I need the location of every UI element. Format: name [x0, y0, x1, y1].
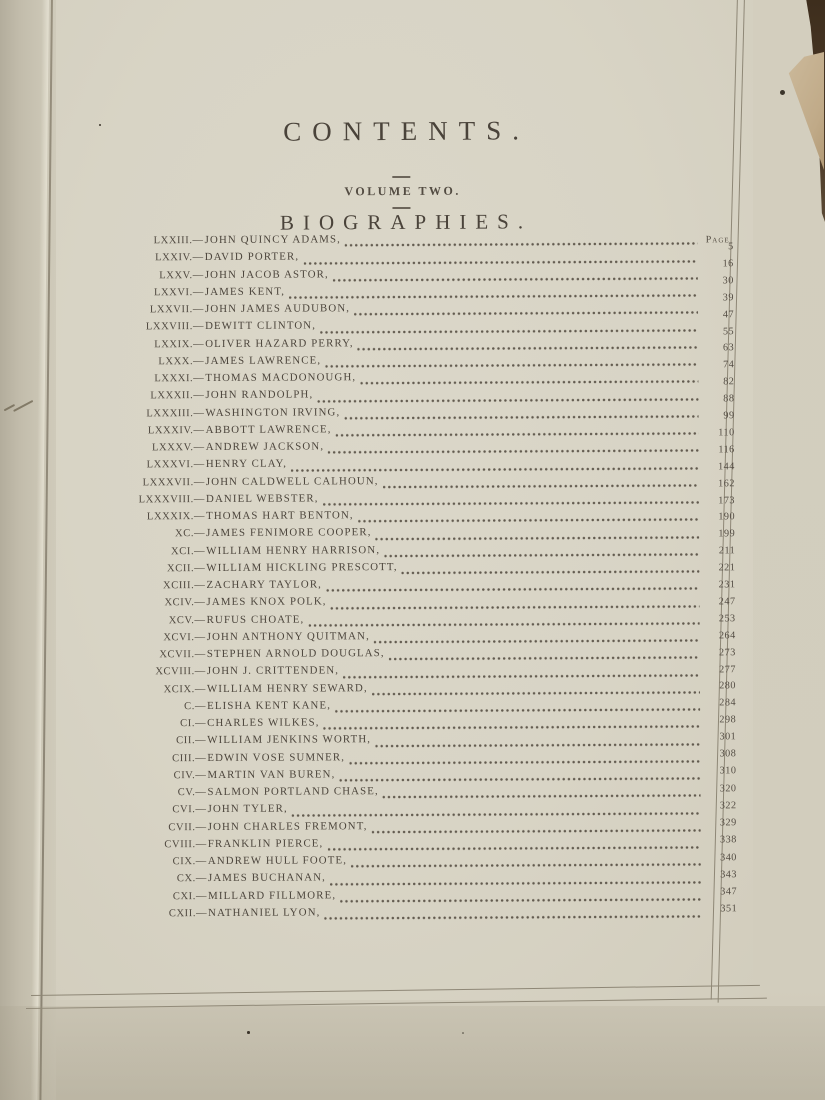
dotted-leader	[358, 518, 699, 524]
printed-content	[50, 0, 755, 1002]
dotted-leader	[327, 845, 700, 851]
dotted-leader	[331, 604, 700, 610]
dotted-leader	[402, 569, 700, 575]
dotted-leader	[384, 552, 699, 558]
dotted-leader	[325, 914, 702, 920]
dotted-leader	[340, 897, 701, 903]
entry-name: NATHANIEL LYON,	[208, 906, 321, 919]
entry-numeral: CIII.—	[172, 752, 207, 764]
entry-name: FRANKLIN PIERCE,	[207, 837, 324, 850]
dotted-leader	[317, 397, 698, 403]
dotted-leader	[330, 880, 701, 886]
entry-name: WASHINGTON IRVING,	[205, 405, 341, 419]
entry-numeral: CV.—	[177, 787, 207, 799]
entry-page-number: 298	[719, 714, 737, 726]
dotted-leader	[358, 345, 699, 351]
dotted-leader	[383, 483, 699, 489]
entry-name: ZACHARY TAYLOR,	[206, 578, 323, 592]
entry-name: JOHN CALDWELL CALHOUN,	[205, 474, 379, 488]
entry-numeral: XCI.—	[171, 545, 206, 557]
entry-page-number: 253	[718, 613, 736, 625]
entry-page-number: 199	[718, 528, 736, 540]
dotted-leader	[389, 656, 700, 662]
dotted-leader	[339, 776, 700, 782]
dotted-leader	[328, 449, 699, 455]
dotted-leader	[333, 276, 698, 282]
entry-numeral: LXXXIII.—	[146, 407, 205, 419]
dotted-leader	[372, 828, 701, 834]
entry-name: JOHN QUINCY ADAMS,	[204, 233, 342, 247]
entry-page-number: 247	[718, 596, 736, 608]
entry-page-number: 322	[719, 800, 737, 812]
entry-page-number: 190	[718, 511, 736, 523]
entry-name: RUFUS CHOATE,	[206, 613, 305, 626]
entry-numeral: LXXXVII.—	[142, 476, 205, 488]
entry-name: THOMAS MACDONOUGH,	[205, 371, 357, 385]
entry-page-number: 5	[728, 241, 734, 253]
entry-page-number: 308	[719, 748, 737, 760]
bottom-stack-shading	[0, 1006, 825, 1100]
dotted-leader	[374, 638, 700, 644]
entry-name: EDWIN VOSE SUMNER,	[207, 750, 346, 764]
entry-numeral: LXXXI.—	[154, 373, 205, 385]
entry-page-number: 329	[719, 817, 737, 829]
entry-name: WILLIAM HICKLING PRESCOTT,	[206, 560, 398, 574]
entry-page-number: 88	[723, 393, 735, 405]
entry-page-number: 277	[719, 663, 736, 675]
entry-page-number: 280	[719, 680, 737, 692]
entry-numeral: CI.—	[180, 718, 207, 730]
entry-numeral: XCIII.—	[163, 580, 206, 592]
toc-entry-row	[95, 904, 737, 925]
entry-page-number: 39	[722, 291, 734, 304]
entry-numeral: LXXVIII.—	[145, 321, 205, 333]
entry-name: SALMON PORTLAND CHASE,	[207, 785, 379, 799]
dotted-leader	[376, 535, 700, 541]
dotted-leader	[320, 328, 698, 334]
dotted-leader	[323, 500, 699, 506]
entry-name: JAMES KNOX POLK,	[206, 595, 327, 609]
entry-numeral: CVII.—	[168, 821, 207, 833]
dotted-leader	[372, 690, 700, 696]
entry-numeral: LXXVII.—	[149, 304, 205, 316]
entry-page-number: 211	[718, 545, 736, 557]
entry-page-number: 264	[718, 629, 736, 642]
entry-page-number: 173	[718, 494, 736, 506]
dotted-leader	[343, 673, 700, 679]
entry-name: OLIVER HAZARD PERRY,	[205, 336, 354, 350]
entry-name: JOHN CHARLES FREMONT,	[207, 819, 368, 833]
dotted-leader	[324, 725, 701, 731]
entry-numeral: LXXXVIII.—	[138, 493, 206, 506]
entry-name: HENRY CLAY,	[205, 457, 288, 471]
entry-name: DAVID PORTER,	[204, 250, 300, 264]
section-heading: BIOGRAPHIES.	[279, 209, 533, 235]
dotted-leader	[325, 362, 698, 368]
entry-page-number: 55	[722, 325, 735, 337]
entry-page-number: 144	[718, 460, 735, 473]
entry-page-number: 110	[718, 427, 735, 439]
entry-name: JOHN JAMES AUDUBON,	[204, 302, 351, 316]
entry-name: JOHN RANDOLPH,	[205, 388, 314, 402]
entry-numeral: LXXXII.—	[150, 390, 205, 402]
entry-name: JOHN TYLER,	[207, 802, 288, 816]
page-column-header: Page	[705, 234, 730, 246]
entry-name: JAMES LAWRENCE,	[205, 354, 322, 367]
entry-name: ELISHA KENT KANE,	[207, 699, 332, 712]
entry-page-number: 351	[720, 903, 738, 915]
ornament-rule	[392, 207, 410, 209]
dotted-leader	[351, 863, 701, 869]
entry-numeral: LXXX.—	[158, 355, 205, 368]
entry-numeral: LXXXIV.—	[147, 424, 205, 437]
left-page-stack-edge	[0, 0, 56, 1100]
entry-name: WILLIAM JENKINS WORTH,	[207, 733, 372, 747]
dotted-leader	[344, 414, 698, 420]
entry-numeral: XCVI.—	[163, 631, 206, 644]
entry-name: MILLARD FILLMORE,	[208, 888, 337, 902]
entry-page-number: 231	[718, 579, 736, 591]
entry-page-number: 338	[719, 834, 737, 846]
entry-numeral: XC.—	[175, 528, 206, 540]
entry-numeral: LXXVI.—	[153, 286, 204, 299]
entry-numeral: LXXIV.—	[155, 252, 204, 264]
entry-numeral: LXXXVI.—	[146, 459, 205, 471]
dotted-leader	[303, 259, 698, 265]
entry-page-number: 162	[718, 477, 735, 489]
entry-page-number: 221	[718, 562, 736, 574]
entry-numeral: XCVIII.—	[155, 666, 206, 678]
entry-numeral: CII.—	[176, 735, 207, 747]
entry-name: JOHN ANTHONY QUITMAN,	[206, 629, 370, 643]
entry-name: DEWITT CLINTON,	[205, 319, 317, 333]
entry-page-number: 301	[719, 731, 737, 743]
dotted-leader	[326, 587, 699, 593]
ink-speck	[247, 1031, 250, 1034]
dotted-leader	[308, 621, 699, 627]
ornament-rule	[392, 176, 410, 178]
entry-page-number: 310	[719, 765, 737, 777]
entry-page-number: 273	[718, 646, 736, 658]
entry-numeral: LXXIX.—	[154, 338, 205, 350]
entry-name: ABBOTT LAWRENCE,	[205, 423, 332, 436]
entry-page-number: 82	[723, 376, 735, 388]
entry-numeral: CIX.—	[172, 856, 207, 868]
entry-numeral: XCIX.—	[163, 683, 207, 695]
page-title: CONTENTS.	[283, 115, 531, 147]
entry-numeral: C.—	[184, 700, 207, 712]
entry-numeral: LXXIII.—	[153, 235, 204, 247]
entry-name: CHARLES WILKES,	[207, 716, 320, 730]
entry-numeral: CVIII.—	[164, 838, 207, 851]
entry-page-number: 116	[718, 444, 735, 456]
dotted-leader	[349, 759, 700, 765]
entry-name: DANIEL WEBSTER,	[205, 492, 319, 505]
entry-numeral: CX.—	[176, 873, 208, 885]
entry-name: JAMES BUCHANAN,	[207, 871, 327, 885]
entry-page-number: 30	[722, 275, 734, 287]
dotted-leader	[383, 794, 701, 800]
ink-speck	[780, 90, 785, 95]
entry-name: ANDREW JACKSON,	[205, 440, 325, 454]
entry-name: JAMES FENIMORE COOPER,	[206, 526, 372, 540]
entry-name: STEPHEN ARNOLD DOUGLAS,	[206, 647, 385, 661]
dotted-leader	[360, 380, 698, 386]
entry-page-number: 320	[719, 782, 737, 794]
entry-page-number: 340	[720, 851, 737, 863]
entry-numeral: XCII.—	[167, 562, 206, 574]
entry-numeral: XCV.—	[168, 614, 206, 626]
dotted-leader	[345, 242, 698, 248]
dotted-leader	[335, 707, 700, 713]
entry-numeral: XCIV.—	[164, 597, 206, 609]
entry-numeral: XCVII.—	[159, 649, 206, 661]
entry-page-number: 284	[719, 697, 737, 709]
entry-numeral: LXXV.—	[159, 269, 204, 281]
entry-page-number: 343	[720, 869, 737, 881]
entry-name: WILLIAM HENRY HARRISON,	[206, 543, 381, 557]
entry-page-number: 16	[722, 258, 734, 270]
entry-name: JOHN JACOB ASTOR,	[204, 267, 329, 281]
entry-numeral: LXXXV.—	[151, 442, 205, 454]
entry-page-number: 74	[723, 359, 735, 371]
table-of-contents	[92, 231, 738, 924]
entry-page-number: 347	[720, 886, 738, 898]
dotted-leader	[289, 293, 698, 299]
entry-page-number: 99	[723, 410, 735, 422]
entry-numeral: CXII.—	[168, 907, 208, 919]
entry-name: MARTIN VAN BUREN,	[207, 768, 336, 781]
dotted-leader	[375, 742, 700, 748]
dotted-leader	[291, 466, 699, 472]
entry-name: WILLIAM HENRY SEWARD,	[206, 681, 368, 695]
entry-page-number: 63	[722, 342, 735, 354]
dotted-leader	[292, 811, 701, 817]
entry-name: THOMAS HART BENTON,	[206, 509, 354, 523]
volume-subtitle: VOLUME TWO.	[344, 183, 461, 199]
dotted-leader	[336, 431, 699, 437]
entry-name: ANDREW HULL FOOTE,	[207, 854, 348, 868]
entry-numeral: CXI.—	[172, 890, 208, 902]
dotted-leader	[354, 311, 698, 317]
entry-page-number: 47	[722, 308, 735, 320]
entry-numeral: LXXXIX.—	[146, 511, 206, 523]
entry-name: JAMES KENT,	[204, 285, 286, 298]
entry-numeral: CIV.—	[173, 769, 207, 781]
entry-name: JOHN J. CRITTENDEN,	[206, 664, 340, 678]
ink-speck	[462, 1032, 464, 1034]
entry-numeral: CVI.—	[172, 804, 207, 816]
